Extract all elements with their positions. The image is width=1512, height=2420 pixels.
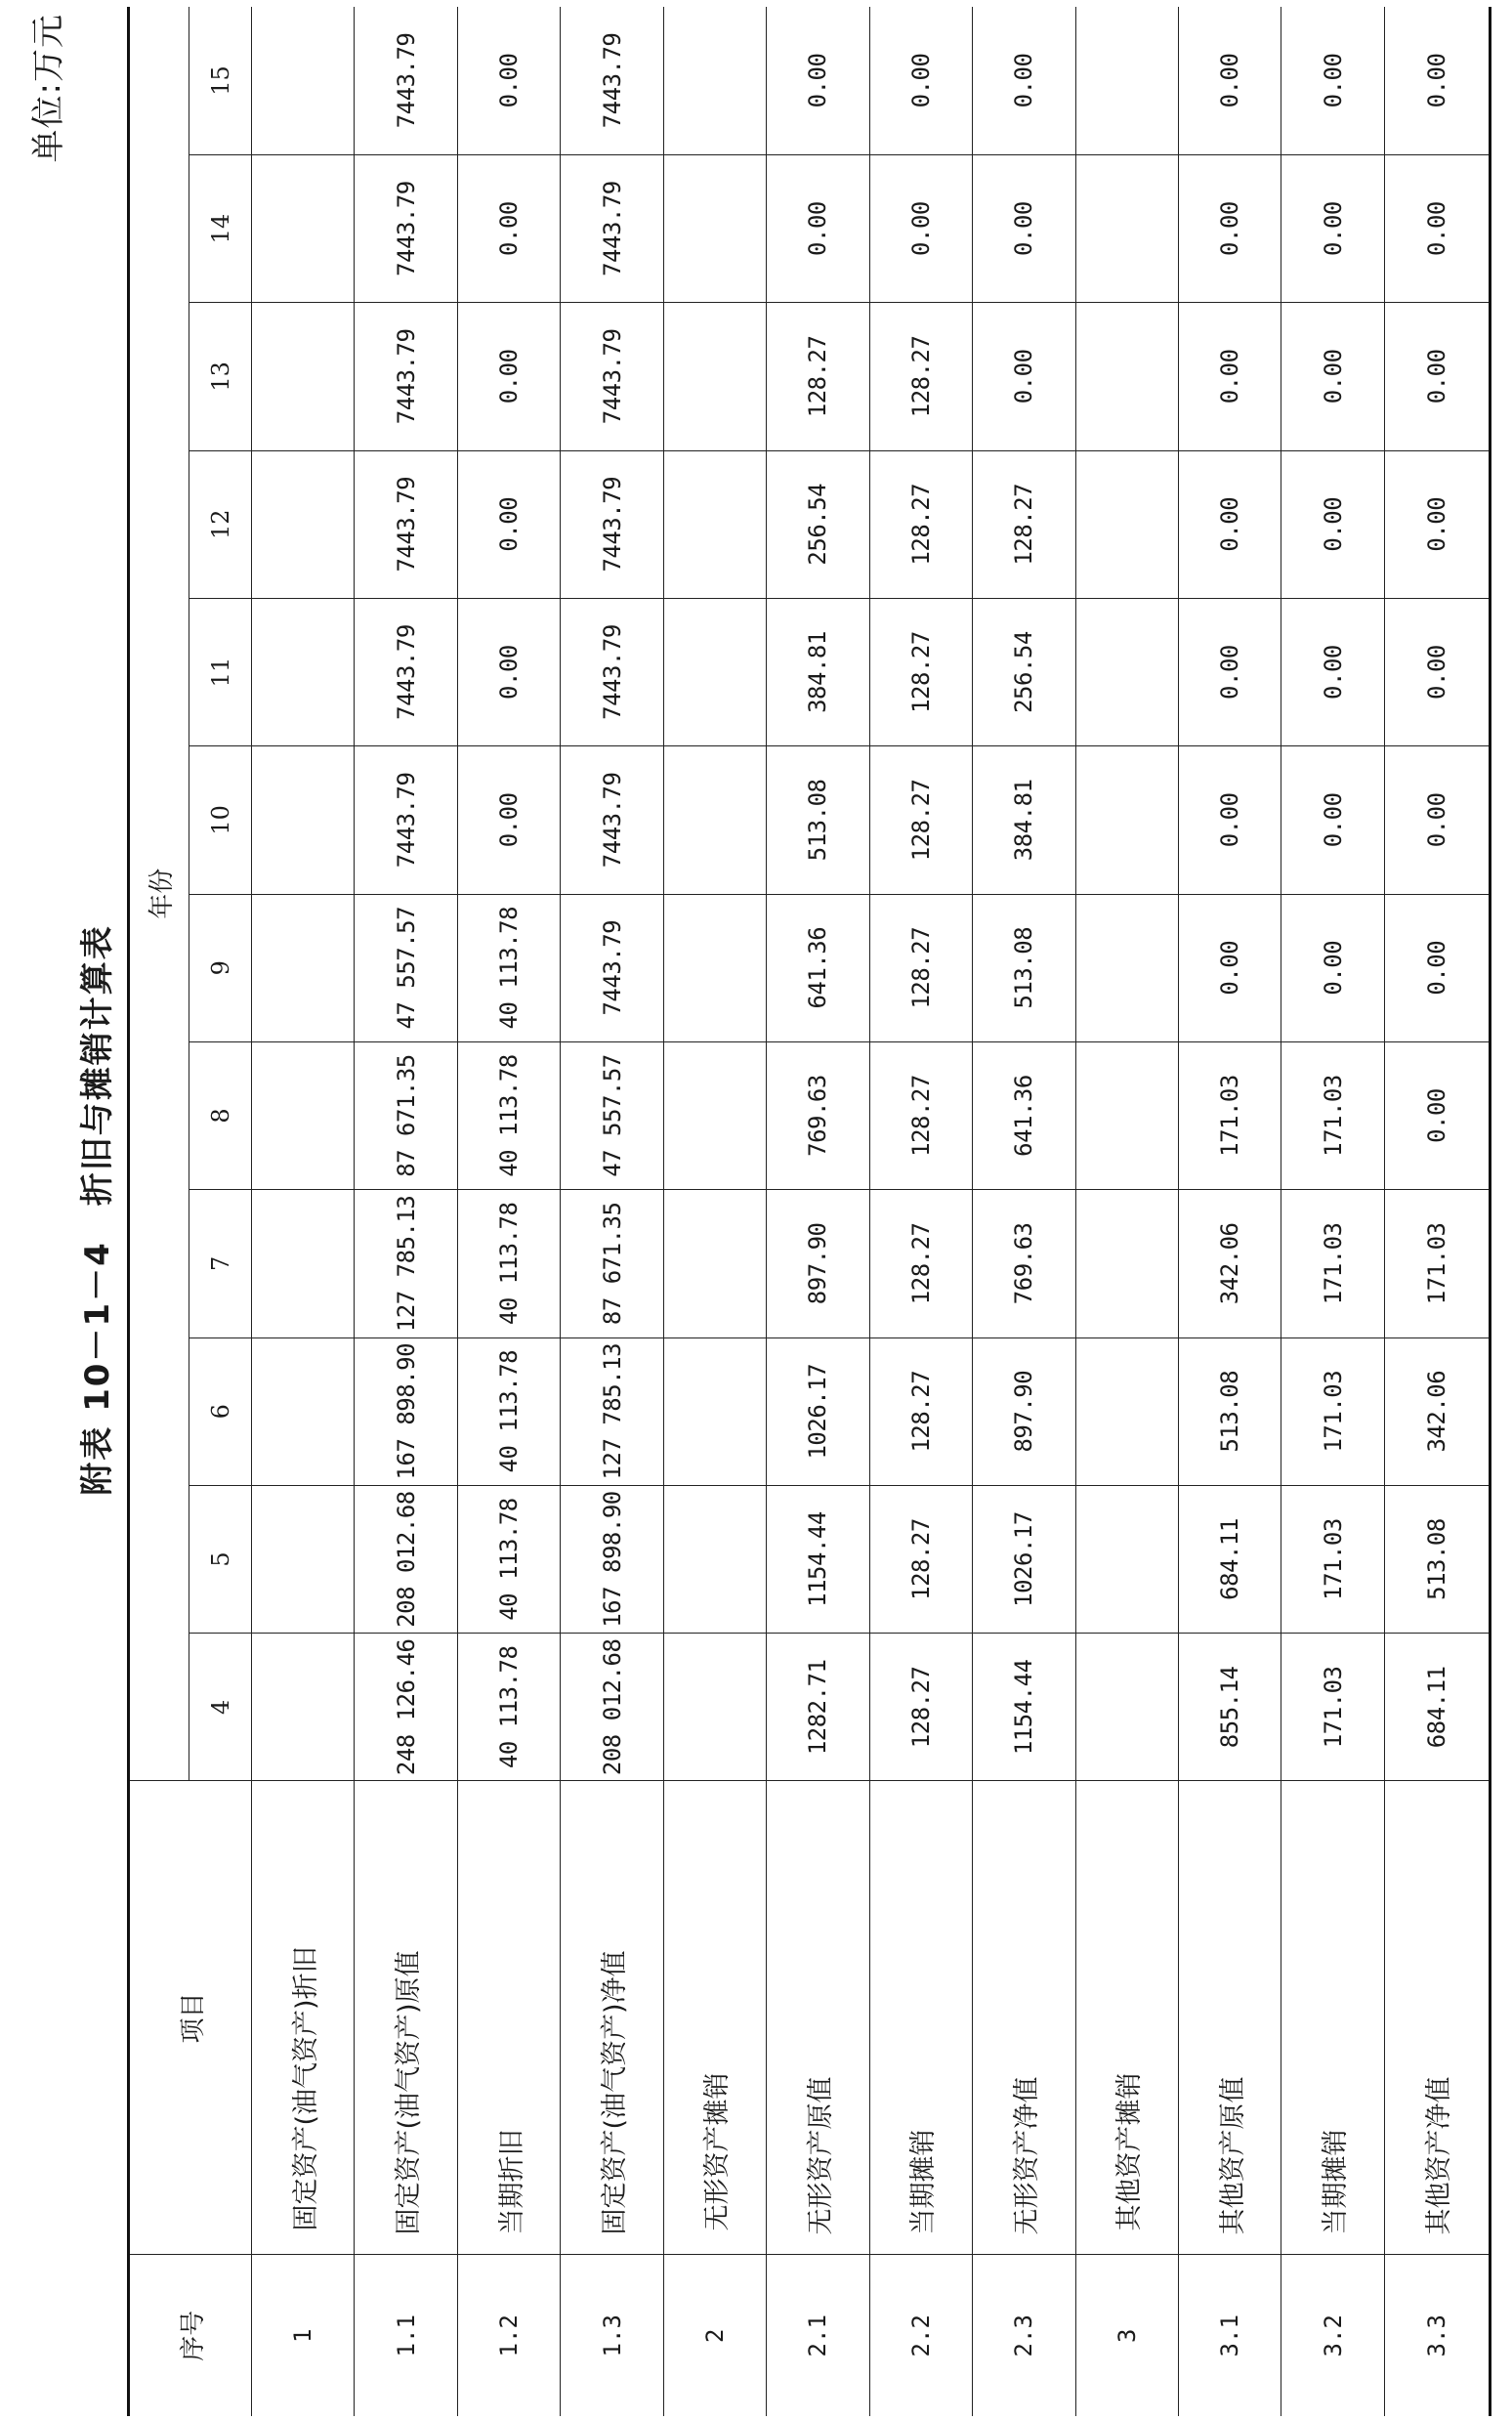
table-row xyxy=(663,7,766,2416)
row-value-year-11: 0.00 xyxy=(1281,598,1384,745)
row-value-year-6: 513.08 xyxy=(1178,1337,1281,1485)
row-value-year-7 xyxy=(252,1190,355,1337)
row-value-year-8: 87 671.35 xyxy=(355,1041,457,1189)
row-value-year-11: 7443.79 xyxy=(355,598,457,745)
row-seq: 1 xyxy=(252,2255,355,2416)
row-value-year-15 xyxy=(252,7,355,154)
row-value-year-9: 7443.79 xyxy=(561,894,663,1041)
row-value-year-9: 128.27 xyxy=(869,894,972,1041)
row-item: 其他资产净值 xyxy=(1384,1781,1490,2255)
row-value-year-8: 641.36 xyxy=(973,1041,1075,1189)
row-item: 无形资产摊销 xyxy=(663,1781,766,2255)
row-seq: 3.2 xyxy=(1281,2255,1384,2416)
row-value-year-11: 384.81 xyxy=(767,598,869,745)
row-value-year-10: 384.81 xyxy=(973,746,1075,894)
row-value-year-13: 0.00 xyxy=(1384,303,1490,450)
row-item: 固定资产(油气资产)折旧 xyxy=(252,1781,355,2255)
row-value-year-13: 0.00 xyxy=(1178,303,1281,450)
row-value-year-12 xyxy=(252,450,355,598)
row-value-year-12: 256.54 xyxy=(767,450,869,598)
row-value-year-5: 1026.17 xyxy=(973,1485,1075,1633)
row-value-year-11: 0.00 xyxy=(1384,598,1490,745)
row-value-year-6 xyxy=(663,1337,766,1485)
row-value-year-13: 7443.79 xyxy=(355,303,457,450)
row-value-year-8: 40 113.78 xyxy=(457,1041,560,1189)
row-value-year-12 xyxy=(1075,450,1178,598)
row-value-year-14: 7443.79 xyxy=(355,154,457,302)
row-value-year-15: 7443.79 xyxy=(561,7,663,154)
table-row xyxy=(561,7,663,2416)
row-value-year-8: 769.63 xyxy=(767,1041,869,1189)
row-value-year-9: 0.00 xyxy=(1384,894,1490,1041)
row-value-year-13: 0.00 xyxy=(1281,303,1384,450)
row-seq: 2.1 xyxy=(767,2255,869,2416)
row-value-year-7: 897.90 xyxy=(767,1190,869,1337)
row-value-year-5: 167 898.90 xyxy=(561,1485,663,1633)
row-value-year-9: 513.08 xyxy=(973,894,1075,1041)
row-value-year-9 xyxy=(252,894,355,1041)
table-row xyxy=(1384,7,1490,2416)
row-value-year-15: 0.00 xyxy=(1281,7,1384,154)
table-row xyxy=(973,7,1075,2416)
row-value-year-8 xyxy=(252,1041,355,1189)
row-value-year-10: 0.00 xyxy=(1178,746,1281,894)
table-row xyxy=(1178,7,1281,2416)
row-seq: 1.1 xyxy=(355,2255,457,2416)
row-value-year-14: 0.00 xyxy=(767,154,869,302)
row-value-year-10 xyxy=(663,746,766,894)
header-row-1 xyxy=(129,7,189,2416)
row-value-year-13: 128.27 xyxy=(869,303,972,450)
header-item: 项目 xyxy=(129,1781,252,2255)
row-value-year-4: 855.14 xyxy=(1178,1634,1281,1781)
row-seq: 2.3 xyxy=(973,2255,1075,2416)
year-header-15: 15 xyxy=(189,7,252,154)
table-row xyxy=(1281,7,1384,2416)
row-value-year-15: 0.00 xyxy=(1178,7,1281,154)
row-value-year-11: 256.54 xyxy=(973,598,1075,745)
row-value-year-12: 0.00 xyxy=(1281,450,1384,598)
row-value-year-7: 342.06 xyxy=(1178,1190,1281,1337)
row-value-year-12: 0.00 xyxy=(457,450,560,598)
row-seq: 3.1 xyxy=(1178,2255,1281,2416)
row-item: 无形资产净值 xyxy=(973,1781,1075,2255)
row-value-year-15: 0.00 xyxy=(1384,7,1490,154)
row-value-year-10: 7443.79 xyxy=(561,746,663,894)
table-row xyxy=(457,7,560,2416)
row-value-year-7 xyxy=(1075,1190,1178,1337)
row-value-year-6: 128.27 xyxy=(869,1337,972,1485)
row-value-year-7: 87 671.35 xyxy=(561,1190,663,1337)
row-seq: 3.3 xyxy=(1384,2255,1490,2416)
row-value-year-12: 128.27 xyxy=(973,450,1075,598)
row-item: 其他资产原值 xyxy=(1178,1781,1281,2255)
row-value-year-7 xyxy=(663,1190,766,1337)
row-value-year-9: 0.00 xyxy=(1281,894,1384,1041)
table-row xyxy=(252,7,355,2416)
row-value-year-5: 40 113.78 xyxy=(457,1485,560,1633)
row-value-year-8 xyxy=(663,1041,766,1189)
table-row xyxy=(1075,7,1178,2416)
row-value-year-11: 128.27 xyxy=(869,598,972,745)
year-header-9: 9 xyxy=(189,894,252,1041)
row-value-year-13: 0.00 xyxy=(457,303,560,450)
row-value-year-8: 47 557.57 xyxy=(561,1041,663,1189)
row-value-year-14: 0.00 xyxy=(973,154,1075,302)
row-value-year-14: 0.00 xyxy=(869,154,972,302)
row-value-year-7: 171.03 xyxy=(1384,1190,1490,1337)
row-value-year-8: 171.03 xyxy=(1281,1041,1384,1189)
row-value-year-4 xyxy=(663,1634,766,1781)
row-value-year-10 xyxy=(1075,746,1178,894)
row-value-year-10: 7443.79 xyxy=(355,746,457,894)
row-item: 其他资产摊销 xyxy=(1075,1781,1178,2255)
year-header-14: 14 xyxy=(189,154,252,302)
row-value-year-7: 40 113.78 xyxy=(457,1190,560,1337)
row-value-year-8 xyxy=(1075,1041,1178,1189)
row-item: 当期折旧 xyxy=(457,1781,560,2255)
row-item: 当期摊销 xyxy=(1281,1781,1384,2255)
row-value-year-10: 513.08 xyxy=(767,746,869,894)
row-value-year-6: 171.03 xyxy=(1281,1337,1384,1485)
year-header-5: 5 xyxy=(189,1485,252,1633)
row-value-year-5: 684.11 xyxy=(1178,1485,1281,1633)
row-value-year-14: 0.00 xyxy=(1178,154,1281,302)
row-value-year-5 xyxy=(1075,1485,1178,1633)
year-header-12: 12 xyxy=(189,450,252,598)
row-value-year-5: 171.03 xyxy=(1281,1485,1384,1633)
row-value-year-5 xyxy=(663,1485,766,1633)
row-item: 固定资产(油气资产)原值 xyxy=(355,1781,457,2255)
row-value-year-12: 128.27 xyxy=(869,450,972,598)
row-seq: 2.2 xyxy=(869,2255,972,2416)
depreciation-table xyxy=(127,7,1491,2416)
row-item: 当期摊销 xyxy=(869,1781,972,2255)
year-header-11: 11 xyxy=(189,598,252,745)
row-value-year-4: 1282.71 xyxy=(767,1634,869,1781)
row-value-year-11: 7443.79 xyxy=(561,598,663,745)
row-seq: 1.2 xyxy=(457,2255,560,2416)
row-value-year-14: 0.00 xyxy=(457,154,560,302)
row-value-year-15 xyxy=(663,7,766,154)
row-value-year-6 xyxy=(1075,1337,1178,1485)
row-value-year-15: 0.00 xyxy=(973,7,1075,154)
row-value-year-13 xyxy=(252,303,355,450)
row-value-year-11: 0.00 xyxy=(1178,598,1281,745)
row-value-year-4: 171.03 xyxy=(1281,1634,1384,1781)
row-value-year-15: 0.00 xyxy=(457,7,560,154)
row-value-year-12 xyxy=(663,450,766,598)
row-value-year-7: 128.27 xyxy=(869,1190,972,1337)
row-value-year-13: 7443.79 xyxy=(561,303,663,450)
row-value-year-12: 7443.79 xyxy=(561,450,663,598)
year-header-8: 8 xyxy=(189,1041,252,1189)
row-value-year-14 xyxy=(663,154,766,302)
row-value-year-9: 47 557.57 xyxy=(355,894,457,1041)
year-header-4: 4 xyxy=(189,1634,252,1781)
row-value-year-6: 40 113.78 xyxy=(457,1337,560,1485)
row-value-year-14 xyxy=(1075,154,1178,302)
row-value-year-14: 0.00 xyxy=(1281,154,1384,302)
row-value-year-5: 1154.44 xyxy=(767,1485,869,1633)
row-value-year-11: 0.00 xyxy=(457,598,560,745)
row-value-year-6: 1026.17 xyxy=(767,1337,869,1485)
row-value-year-11 xyxy=(1075,598,1178,745)
table-row xyxy=(355,7,457,2416)
header-years-group: 年份 xyxy=(129,7,189,1781)
row-value-year-5: 208 012.68 xyxy=(355,1485,457,1633)
row-value-year-7: 127 785.13 xyxy=(355,1190,457,1337)
year-header-7: 7 xyxy=(189,1190,252,1337)
row-value-year-4: 1154.44 xyxy=(973,1634,1075,1781)
row-value-year-13 xyxy=(1075,303,1178,450)
row-value-year-6: 897.90 xyxy=(973,1337,1075,1485)
row-value-year-14 xyxy=(252,154,355,302)
table-row xyxy=(869,7,972,2416)
row-item: 无形资产原值 xyxy=(767,1781,869,2255)
row-value-year-4: 128.27 xyxy=(869,1634,972,1781)
row-value-year-11 xyxy=(663,598,766,745)
row-value-year-10: 0.00 xyxy=(1384,746,1490,894)
row-value-year-15 xyxy=(1075,7,1178,154)
table-row xyxy=(767,7,869,2416)
row-value-year-4 xyxy=(252,1634,355,1781)
year-header-13: 13 xyxy=(189,303,252,450)
row-value-year-4: 684.11 xyxy=(1384,1634,1490,1781)
year-header-10: 10 xyxy=(189,746,252,894)
row-value-year-12: 7443.79 xyxy=(355,450,457,598)
row-value-year-8: 171.03 xyxy=(1178,1041,1281,1189)
row-value-year-8: 0.00 xyxy=(1384,1041,1490,1189)
row-value-year-5: 513.08 xyxy=(1384,1485,1490,1633)
row-value-year-10: 0.00 xyxy=(1281,746,1384,894)
row-value-year-13: 0.00 xyxy=(973,303,1075,450)
row-value-year-10: 128.27 xyxy=(869,746,972,894)
row-value-year-12: 0.00 xyxy=(1384,450,1490,598)
row-value-year-13: 128.27 xyxy=(767,303,869,450)
year-header-6: 6 xyxy=(189,1337,252,1485)
unit-label: 单位:万元 xyxy=(29,14,68,163)
row-value-year-10: 0.00 xyxy=(457,746,560,894)
row-seq: 2 xyxy=(663,2255,766,2416)
row-value-year-13 xyxy=(663,303,766,450)
row-value-year-7: 769.63 xyxy=(973,1190,1075,1337)
row-value-year-15: 0.00 xyxy=(767,7,869,154)
row-value-year-9 xyxy=(663,894,766,1041)
row-value-year-8: 128.27 xyxy=(869,1041,972,1189)
row-value-year-12: 0.00 xyxy=(1178,450,1281,598)
row-value-year-9: 641.36 xyxy=(767,894,869,1041)
row-value-year-4: 40 113.78 xyxy=(457,1634,560,1781)
row-value-year-4: 208 012.68 xyxy=(561,1634,663,1781)
row-value-year-5 xyxy=(252,1485,355,1633)
row-value-year-4: 248 126.46 xyxy=(355,1634,457,1781)
row-value-year-15: 7443.79 xyxy=(355,7,457,154)
row-seq: 3 xyxy=(1075,2255,1178,2416)
row-item: 固定资产(油气资产)净值 xyxy=(561,1781,663,2255)
row-value-year-9: 0.00 xyxy=(1178,894,1281,1041)
row-value-year-11 xyxy=(252,598,355,745)
row-value-year-9: 40 113.78 xyxy=(457,894,560,1041)
row-value-year-14: 0.00 xyxy=(1384,154,1490,302)
row-value-year-6: 127 785.13 xyxy=(561,1337,663,1485)
row-value-year-6: 342.06 xyxy=(1384,1337,1490,1485)
row-value-year-6 xyxy=(252,1337,355,1485)
row-value-year-10 xyxy=(252,746,355,894)
table-title: 附表 10－1－4 折旧与摊销计算表 xyxy=(78,924,117,1496)
row-seq: 1.3 xyxy=(561,2255,663,2416)
row-value-year-4 xyxy=(1075,1634,1178,1781)
row-value-year-15: 0.00 xyxy=(869,7,972,154)
header-seq: 序号 xyxy=(129,2255,252,2416)
row-value-year-14: 7443.79 xyxy=(561,154,663,302)
row-value-year-5: 128.27 xyxy=(869,1485,972,1633)
row-value-year-7: 171.03 xyxy=(1281,1190,1384,1337)
row-value-year-6: 167 898.90 xyxy=(355,1337,457,1485)
row-value-year-9 xyxy=(1075,894,1178,1041)
